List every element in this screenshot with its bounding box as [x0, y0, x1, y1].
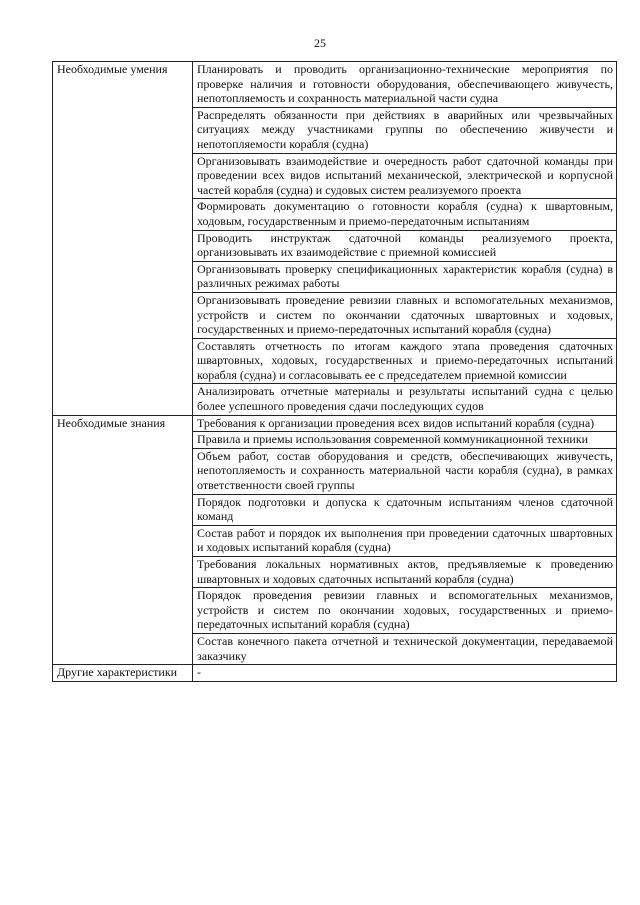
skill-item: Организовывать проверку спецификационных характеристик корабля (судна) в различных режимах работы: [193, 261, 617, 292]
table-row: [53, 665, 617, 682]
skill-item: Проводить инструктаж сдаточной команды реализуемого проекта, организовывать их взаимодействие с приемной комиссией: [193, 230, 617, 261]
skill-item: Составлять отчетность по итогам каждого этапа проведения сдаточных швартовных, ходовых, государственных и приемо-передаточных испытаний корабля (судна) и согласовывать ее с председателем приемной комиссии: [193, 338, 617, 384]
knowledge-item: Состав конечного пакета отчетной и технической документации, передаваемой заказчику: [193, 633, 617, 664]
table-row: [53, 415, 617, 432]
section-label-skills: Необходимые умения: [53, 62, 193, 416]
page-number: 25: [314, 36, 326, 50]
skill-item: Организовывать взаимодействие и очередность работ сдаточной команды при проведении всех видов испытаний механической, электрической и корпусной частей корабля (судна) и судовых систем реализуемого проекта: [193, 153, 617, 199]
table-row: [53, 62, 617, 108]
section-label-other: Другие характеристики: [53, 665, 193, 682]
skill-item: Планировать и проводить организационно-технические мероприятия по проверке наличия и готовности оборудования, обеспечивающего живучесть, непотопляемость и сохранность материальной части судна: [193, 62, 617, 108]
knowledge-item: Правила и приемы использования современной коммуникационной техники: [193, 432, 617, 449]
knowledge-item: Требования к организации проведения всех видов испытаний корабля (судна): [193, 415, 617, 432]
knowledge-item: Объем работ, состав оборудования и средств, обеспечивающих живучесть, непотопляемость и сохранность материальной части корабля (судна), в рамках ответственности своей группы: [193, 448, 617, 494]
section-label-knowledge: Необходимые знания: [53, 415, 193, 665]
skill-item: Распределять обязанности при действиях в аварийных или чрезвычайных ситуациях между участниками группы по обеспечению живучести и непотопляемости корабля (судна): [193, 107, 617, 153]
skill-item: Формировать документацию о готовности корабля (судна) к швартовным, ходовым, государственным и приемо-передаточным испытаниям: [193, 199, 617, 230]
knowledge-item: Состав работ и порядок их выполнения при проведении сдаточных швартовных и ходовых испытаний корабля (судна): [193, 525, 617, 556]
skill-item: Организовывать проведение ревизии главных и вспомогательных механизмов, устройств и систем по окончании сдаточных швартовных и ходовых, государственных и приемо-передаточных испытаний корабля (судна): [193, 292, 617, 338]
qualification-table: [52, 61, 617, 682]
knowledge-item: Порядок подготовки и допуска к сдаточным испытаниям членов сдаточной команд: [193, 494, 617, 525]
knowledge-item: Порядок проведения ревизии главных и вспомогательных механизмов, устройств и систем по окончании ходовых, государственных и приемо-передаточных испытаний корабля (судна): [193, 588, 617, 634]
skill-item: Анализировать отчетные материалы и результаты испытаний судна с целью более успешного проведения сдачи последующих судов: [193, 384, 617, 415]
other-item: -: [193, 665, 617, 682]
knowledge-item: Требования локальных нормативных актов, предъявляемые к проведению швартовных и ходовых сдаточных испытаний корабля (судна): [193, 557, 617, 588]
